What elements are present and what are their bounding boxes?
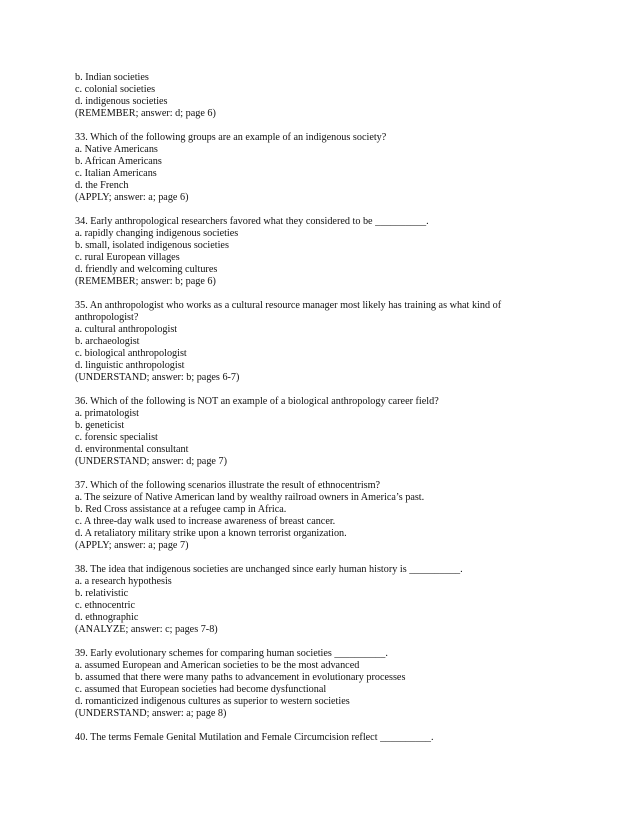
option-c: c. A three-day walk used to increase awareness of breast cancer. [75, 516, 336, 527]
option-c: c. Italian Americans [75, 168, 157, 179]
option-a: a. rapidly changing indigenous societies [75, 228, 239, 239]
option-b: b. Red Cross assistance at a refugee camp in Africa. [75, 504, 287, 515]
option-c: c. forensic specialist [75, 432, 158, 443]
option-c: c. biological anthropologist [75, 348, 187, 359]
option-c: c. assumed that European societies had become dysfunctional [75, 684, 327, 695]
option-b: b. relativistic [75, 588, 129, 599]
answer-key: (UNDERSTAND; answer: d; page 7) [75, 456, 227, 467]
question-text-continued: anthropologist? [75, 312, 139, 323]
option-d: d. romanticized indigenous cultures as superior to western societies [75, 696, 350, 707]
option-b: b. geneticist [75, 420, 125, 431]
option-d: d. indigenous societies [75, 96, 168, 107]
option-d: d. linguistic anthropologist [75, 360, 185, 371]
question-32-tail [75, 72, 595, 120]
question-text: 34. Early anthropological researchers favored what they considered to be __________. [75, 216, 429, 227]
option-c: c. ethnocentric [75, 600, 135, 611]
option-d: d. friendly and welcoming cultures [75, 264, 218, 275]
option-a: a. The seizure of Native American land by wealthy railroad owners in America’s past. [75, 492, 425, 503]
option-b: b. Indian societies [75, 72, 149, 83]
option-a: a. primatologist [75, 408, 139, 419]
question-35 [75, 300, 595, 384]
question-40 [75, 732, 595, 744]
option-a: a. assumed European and American societies to be the most advanced [75, 660, 360, 671]
question-text: 35. An anthropologist who works as a cultural resource manager most likely has training as what kind of [75, 300, 502, 311]
option-d: d. A retaliatory military strike upon a known terrorist organization. [75, 528, 347, 539]
question-36 [75, 396, 595, 468]
answer-key: (ANALYZE; answer: c; pages 7-8) [75, 624, 218, 635]
option-a: a. Native Americans [75, 144, 158, 155]
answer-key: (APPLY; answer: a; page 7) [75, 540, 189, 551]
option-d: d. ethnographic [75, 612, 139, 623]
question-text: 39. Early evolutionary schemes for comparing human societies __________. [75, 648, 388, 659]
answer-key: (REMEMBER; answer: d; page 6) [75, 108, 216, 119]
answer-key: (UNDERSTAND; answer: a; page 8) [75, 708, 227, 719]
question-33 [75, 132, 595, 204]
answer-key: (REMEMBER; answer: b; page 6) [75, 276, 216, 287]
question-38 [75, 564, 595, 636]
question-34 [75, 216, 595, 288]
question-text: 37. Which of the following scenarios illustrate the result of ethnocentrism? [75, 480, 381, 491]
question-text: 36. Which of the following is NOT an example of a biological anthropology career field? [75, 396, 439, 407]
option-a: a. a research hypothesis [75, 576, 172, 587]
question-text: 40. The terms Female Genital Mutilation and Female Circumcision reflect __________. [75, 732, 434, 743]
question-text: 38. The idea that indigenous societies are unchanged since early human history is __________. [75, 564, 463, 575]
option-a: a. cultural anthropologist [75, 324, 178, 335]
question-39 [75, 648, 595, 720]
option-b: b. small, isolated indigenous societies [75, 240, 229, 251]
answer-key: (APPLY; answer: a; page 6) [75, 192, 189, 203]
answer-key: (UNDERSTAND; answer: b; pages 6-7) [75, 372, 240, 383]
option-d: d. the French [75, 180, 129, 191]
option-b: b. African Americans [75, 156, 162, 167]
option-b: b. archaeologist [75, 336, 140, 347]
document-page [75, 72, 595, 756]
option-d: d. environmental consultant [75, 444, 189, 455]
option-b: b. assumed that there were many paths to advancement in evolutionary processes [75, 672, 406, 683]
question-text: 33. Which of the following groups are an example of an indigenous society? [75, 132, 387, 143]
option-c: c. colonial societies [75, 84, 156, 95]
option-c: c. rural European villages [75, 252, 180, 263]
question-37 [75, 480, 595, 552]
